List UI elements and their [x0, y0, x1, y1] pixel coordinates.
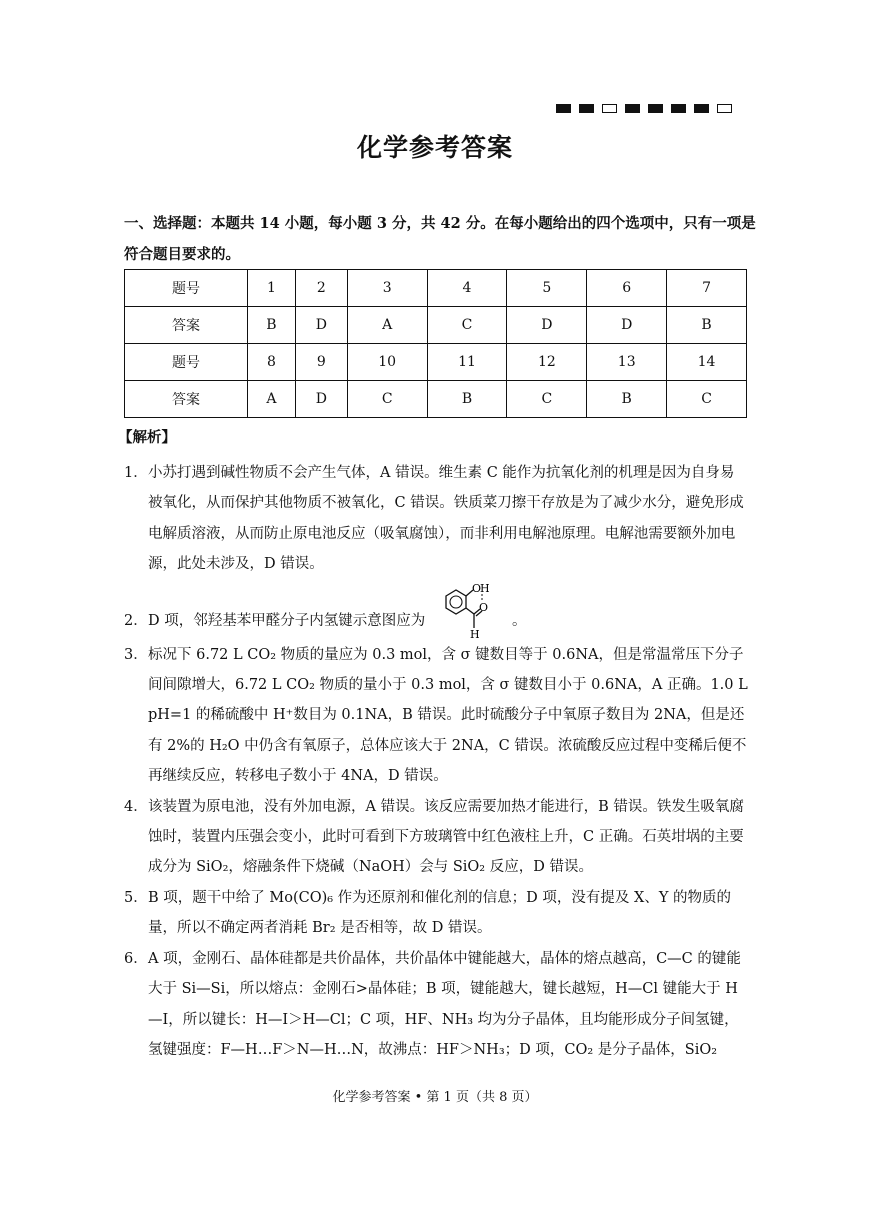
list-item — [124, 944, 748, 1066]
header-marks — [556, 104, 732, 113]
table-cell: C — [427, 307, 507, 344]
answer-table — [124, 269, 747, 418]
table-cell: 10 — [347, 344, 427, 381]
item-text: A 项，金刚石、晶体硅都是共价晶体，共价晶体中键能越大，晶体的熔点越高，C—C 的键能大于 Si—Si，所以熔点：金刚石>晶体硅；B 项，键能越大，键长越短，H—Cl 键能大于 H—I，所以键长：H—I＞H—Cl；C 项，HF、NH₃ 均为分子晶体，且均能形成分子间氢键，氢键强度：F—H…F＞N—H…N，故沸点：HF＞NH₃；D 项，CO₂ 是分子晶体，SiO₂ — [148, 950, 741, 1058]
item-number: 3． — [124, 646, 148, 663]
table-cell: B — [427, 381, 507, 418]
header-mark — [556, 104, 571, 113]
list-item — [124, 883, 748, 944]
analysis-label: 【解析】 — [118, 429, 176, 446]
table-cell: D — [507, 307, 587, 344]
table-cell: 4 — [427, 270, 507, 307]
table-cell: C — [667, 381, 747, 418]
table-cell: 7 — [667, 270, 747, 307]
row-header-cell: 答案 — [125, 307, 248, 344]
table-cell: D — [295, 307, 347, 344]
header-mark — [579, 104, 594, 113]
oxygen-label: O — [472, 581, 482, 595]
table-cell: B — [587, 381, 667, 418]
table-row — [125, 270, 747, 307]
page-footer: 化学参考答案 • 第 1 页（共 8 页） — [332, 1090, 538, 1105]
item-number: 4． — [124, 798, 148, 815]
section-heading: 一、选择题：本题共 14 小题，每小题 3 分，共 42 分。在每小题给出的四个选项中，只有一项是符合题目要求的。 — [124, 215, 756, 263]
table-cell: C — [507, 381, 587, 418]
table-cell: 1 — [247, 270, 295, 307]
table-cell: A — [247, 381, 295, 418]
list-item — [124, 640, 748, 792]
analysis-list — [124, 458, 748, 1065]
table-cell: 12 — [507, 344, 587, 381]
header-mark — [717, 104, 732, 113]
table-cell: B — [667, 307, 747, 344]
table-row — [125, 307, 747, 344]
row-header-cell: 题号 — [125, 344, 248, 381]
hydrogen-label: H — [470, 627, 480, 640]
list-item — [124, 792, 748, 883]
item-end: 。 — [512, 612, 527, 629]
table-cell: 13 — [587, 344, 667, 381]
item-text: 该装置为原电池，没有外加电源，A 错误。该反应需要加热才能进行，B 错误。铁发生吸氧腐蚀时，装置内压强会变小，此时可看到下方玻璃管中红色液柱上升，C 正确。石英坩埚的主要成分为 SiO₂，熔融条件下烧碱（NaOH）会与 SiO₂ 反应，D 错误。 — [148, 798, 744, 876]
table-cell: 2 — [295, 270, 347, 307]
header-mark — [694, 104, 709, 113]
list-item — [124, 458, 748, 580]
hydrogen-label: H — [480, 581, 490, 595]
item-number: 2． — [124, 612, 148, 629]
item-text: 标况下 6.72 L CO₂ 物质的量应为 0.3 mol，含 σ 键数目等于 0.6NA，但是常温常压下分子间间隙增大，6.72 L CO₂ 物质的量小于 0.3 mol，含 σ 键数目小于 0.6NA，A 正确。1.0 L pH=1 的稀硫酸中 H⁺数目为 0.1NA，B 错误。此时硫酸分子中氧原子数目为 2NA，但是还有 2%的 H₂O 中仍含有氧原子，总体应该大于 2NA，C 错误。浓硫酸反应过程中变稀后便不再继续反应，转移电子数小于 4NA，D 错误。 — [148, 646, 748, 785]
row-header-cell: 题号 — [125, 270, 248, 307]
header-mark — [648, 104, 663, 113]
item-text: D 项，邻羟基苯甲醛分子内氢键示意图应为 — [148, 612, 426, 629]
table-cell: 14 — [667, 344, 747, 381]
item-number: 5． — [124, 889, 148, 906]
table-cell: 11 — [427, 344, 507, 381]
item-number: 1． — [124, 465, 148, 481]
table-cell: A — [347, 307, 427, 344]
table-cell: 9 — [295, 344, 347, 381]
table-cell: D — [587, 307, 667, 344]
table-cell: B — [247, 307, 295, 344]
header-mark — [602, 104, 617, 113]
table-cell: D — [295, 381, 347, 418]
item-text: 小苏打遇到碱性物质不会产生气体，A 错误。维生素 C 能作为抗氧化剂的机理是因为自身易被氧化，从而保护其他物质不被氧化，C 错误。铁质菜刀擦干存放是为了减少水分，避免形成电解质溶液，从而防止原电池反应（吸氧腐蚀），而非利用电解池原理。电解池需要额外加电源，此处未涉及，D 错误。 — [148, 465, 744, 573]
item-number: 6． — [124, 950, 148, 967]
header-mark — [671, 104, 686, 113]
table-cell: 5 — [507, 270, 587, 307]
item-text: B 项，题干中给了 Mo(CO)₆ 作为还原剂和催化剂的信息；D 项，没有提及 X、Y 的物质的量，所以不确定两者消耗 Br₂ 是否相等，故 D 错误。 — [148, 889, 732, 937]
list-item — [124, 580, 748, 640]
table-cell: C — [347, 381, 427, 418]
page-title: 化学参考答案 — [356, 133, 513, 162]
row-header-cell: 答案 — [125, 381, 248, 418]
oxygen-label: O — [479, 600, 489, 614]
table-row — [125, 381, 747, 418]
table-cell: 6 — [587, 270, 667, 307]
table-cell: 3 — [347, 270, 427, 307]
table-cell: 8 — [247, 344, 295, 381]
header-mark — [625, 104, 640, 113]
table-row — [125, 344, 747, 381]
salicylaldehyde-structure-icon — [436, 574, 502, 640]
